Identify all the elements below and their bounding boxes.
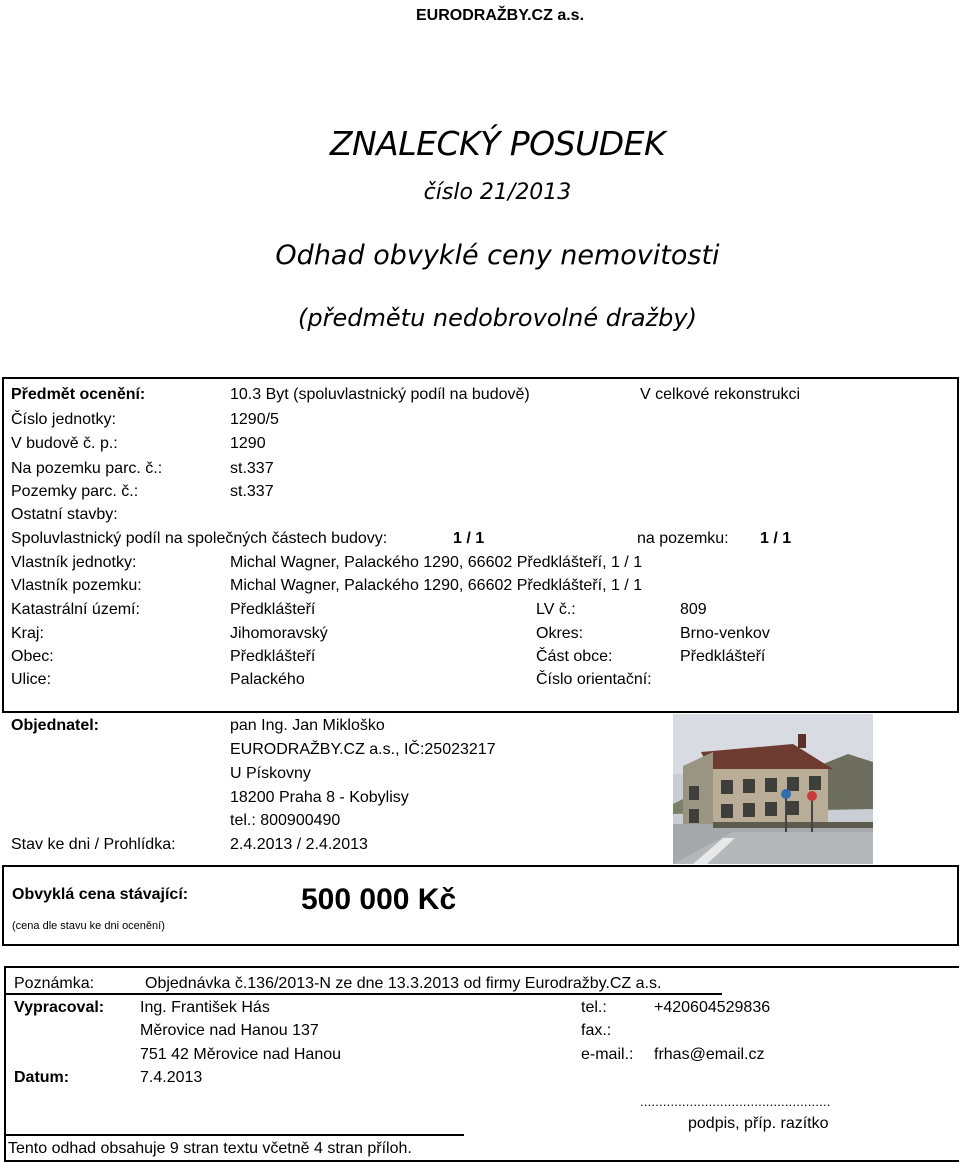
- client-name: pan Ing. Jan Mikloško: [230, 717, 385, 734]
- signature-line: ..................................................: [640, 1094, 831, 1109]
- author-label: Vypracoval:: [14, 999, 105, 1016]
- building-label: V budově č. p.:: [11, 435, 118, 452]
- tel-value: +420604529836: [654, 999, 771, 1016]
- note-label: Poznámka:: [14, 975, 95, 992]
- owner-land-label: Vlastník pozemku:: [11, 577, 142, 594]
- unit-label: Číslo jednotky:: [11, 411, 116, 428]
- inspection-date-label: Stav ke dni / Prohlídka:: [11, 836, 176, 853]
- price-box: [2, 865, 959, 946]
- author-name: Ing. František Hás: [140, 999, 270, 1016]
- unit-value: 1290/5: [230, 411, 279, 428]
- plots-label: Pozemky parc. č.:: [11, 483, 139, 500]
- plots-value: st.337: [230, 483, 274, 500]
- part-label: Část obce:: [536, 648, 613, 665]
- footer-left-rule: [4, 966, 6, 1160]
- footer-top-rule: [4, 966, 959, 968]
- company-header: EURODRAŽBY.CZ a.s.: [415, 7, 585, 24]
- pages-note-rule: [4, 1134, 464, 1136]
- subject-value: 10.3 Byt (spoluvlastnický podíl na budově): [230, 386, 530, 403]
- plot-value: st.337: [230, 460, 274, 477]
- owner-unit-label: Vlastník jednotky:: [11, 554, 137, 571]
- lv-label: LV č.:: [536, 601, 576, 618]
- subject-label: Předmět ocenění:: [11, 386, 146, 403]
- inspection-date-value: 2.4.2013 / 2.4.2013: [230, 836, 368, 853]
- owner-land-value: Michal Wagner, Palackého 1290, 66602 Předklášteří, 1 / 1: [230, 577, 643, 594]
- client-label: Objednatel:: [11, 717, 100, 734]
- note-underline: [4, 993, 722, 995]
- price-sublabel: (cena dle stavu ke dni ocenění): [12, 920, 165, 932]
- district-value: Brno-venkov: [680, 625, 770, 642]
- client-city: 18200 Praha 8 - Kobylisy: [230, 789, 409, 806]
- street-value: Palackého: [230, 671, 305, 688]
- orient-label: Číslo orientační:: [536, 671, 652, 688]
- region-value: Jihomoravský: [230, 625, 328, 642]
- document-subtitle-note: (předmětu nedobrovolné dražby): [298, 304, 697, 332]
- lv-value: 809: [680, 601, 707, 618]
- land-share-value: 1 / 1: [760, 530, 792, 547]
- email-value: frhas@email.cz: [654, 1046, 765, 1063]
- municipality-value: Předklášteří: [230, 648, 316, 665]
- client-street: U Pískovny: [230, 765, 311, 782]
- client-company: EURODRAŽBY.CZ a.s., IČ:25023217: [230, 741, 496, 758]
- author-city: 751 42 Měrovice nad Hanou: [140, 1046, 342, 1063]
- date-value: 7.4.2013: [140, 1069, 203, 1086]
- note-value: Objednávka č.136/2013-N ze dne 13.3.2013 od firmy Eurodražby.CZ a.s.: [145, 975, 662, 992]
- share-label: Spoluvlastnický podíl na společných částech budovy:: [11, 530, 388, 547]
- pages-note: Tento odhad obsahuje 9 stran textu včetně 4 stran příloh.: [8, 1140, 412, 1157]
- building-value: 1290: [230, 435, 266, 452]
- district-label: Okres:: [536, 625, 584, 642]
- owner-unit-value: Michal Wagner, Palackého 1290, 66602 Předklášteří, 1 / 1: [230, 554, 643, 571]
- part-value: Předklášteří: [680, 648, 766, 665]
- property-photo: [673, 714, 873, 864]
- fax-label: fax.:: [581, 1022, 612, 1039]
- date-label: Datum:: [14, 1069, 70, 1086]
- land-share-label: na pozemku:: [637, 530, 729, 547]
- municipality-label: Obec:: [11, 648, 54, 665]
- share-value: 1 / 1: [453, 530, 485, 547]
- price-value: 500 000 Kč: [301, 883, 457, 916]
- client-phone: tel.: 800900490: [230, 812, 341, 829]
- plot-label: Na pozemku parc. č.:: [11, 460, 163, 477]
- tel-label: tel.:: [581, 999, 607, 1016]
- subject-state: V celkové rekonstrukci: [640, 386, 801, 403]
- document-number: číslo 21/2013: [423, 180, 572, 205]
- price-label: Obvyklá cena stávající:: [12, 886, 189, 903]
- other-buildings-label: Ostatní stavby:: [11, 506, 118, 523]
- cadastre-value: Předklášteří: [230, 601, 316, 618]
- signature-label: podpis, příp. razítko: [688, 1115, 829, 1132]
- cadastre-label: Katastrální území:: [11, 601, 140, 618]
- region-label: Kraj:: [11, 625, 44, 642]
- document-title: ZNALECKÝ POSUDEK: [329, 124, 666, 163]
- email-label: e-mail.:: [581, 1046, 634, 1063]
- street-label: Ulice:: [11, 671, 52, 688]
- author-street: Měrovice nad Hanou 137: [140, 1022, 319, 1039]
- document-subtitle: Odhad obvyklé ceny nemovitosti: [275, 240, 720, 271]
